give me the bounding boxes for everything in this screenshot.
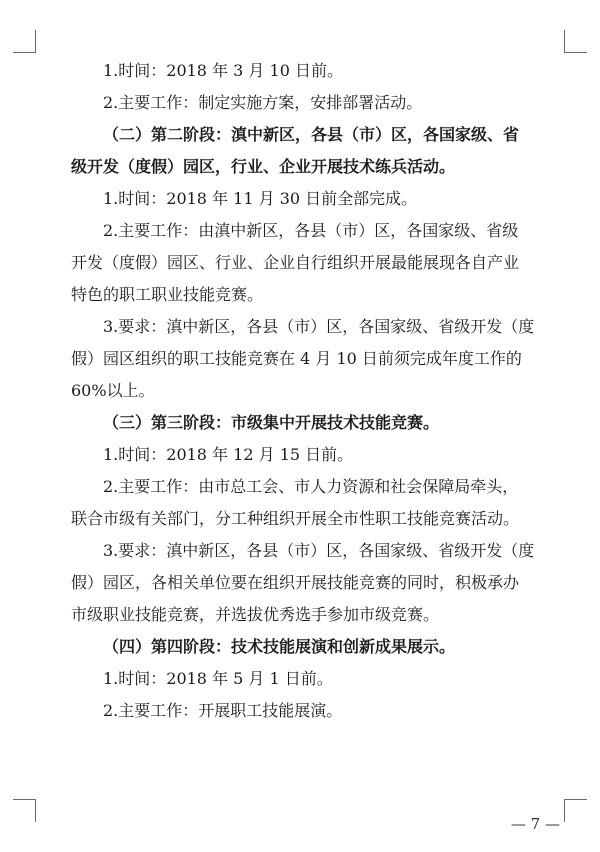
text-line: 2.主要工作：由滇中新区，各县（市）区，各国家级、省级: [103, 221, 519, 240]
section-heading: （三）第三阶段：市级集中开展技术技能竞赛。: [103, 413, 440, 432]
text-line: 2.主要工作：开展职工技能展演。: [103, 701, 343, 720]
section-heading: （四）第四阶段：技术技能展演和创新成果展示。: [103, 637, 456, 656]
text-line: 联合市级有关部门，分工种组织开展全市性职工技能竞赛活动。: [71, 509, 520, 528]
crop-mark-bottom-right: [564, 799, 587, 822]
text-line: 1.时间：2018 年 11 月 30 日前全部完成。: [103, 189, 418, 208]
page-number: — 7 —: [510, 815, 560, 833]
document-body: [71, 55, 553, 727]
text-line: 2.主要工作：制定实施方案，安排部署活动。: [103, 93, 423, 112]
text-line: 假）园区组织的职工技能竞赛在 4 月 10 日前须完成年度工作的: [71, 349, 522, 368]
crop-mark-top-right: [564, 30, 587, 53]
section-heading: （二）第二阶段：滇中新区，各县（市）区，各国家级、省: [103, 125, 520, 144]
text-line: 60%以上。: [71, 381, 155, 400]
text-line: 1.时间：2018 年 5 月 1 日前。: [103, 669, 333, 688]
crop-mark-top-left: [13, 30, 36, 53]
section-heading-cont: 级开发（度假）园区，行业、企业开展技术练兵活动。: [71, 157, 456, 176]
text-line: 2.主要工作：由市总工会、市人力资源和社会保障局牵头，: [103, 477, 519, 496]
text-line: 3.要求：滇中新区，各县（市）区，各国家级、省级开发（度: [103, 541, 535, 560]
text-line: 开发（度假）园区、行业、企业自行组织开展最能展现各自产业: [71, 253, 520, 272]
text-line: 特色的职工职业技能竞赛。: [71, 285, 264, 304]
text-line: 假）园区，各相关单位要在组织开展技能竞赛的同时，积极承办: [71, 573, 520, 592]
text-line: 3.要求：滇中新区，各县（市）区，各国家级、省级开发（度: [103, 317, 535, 336]
text-line: 1.时间：2018 年 12 月 15 日前。: [103, 445, 354, 464]
text-line: 市级职业技能竞赛，并选拔优秀选手参加市级竞赛。: [71, 605, 440, 624]
text-line: 1.时间：2018 年 3 月 10 日前。: [103, 61, 343, 80]
